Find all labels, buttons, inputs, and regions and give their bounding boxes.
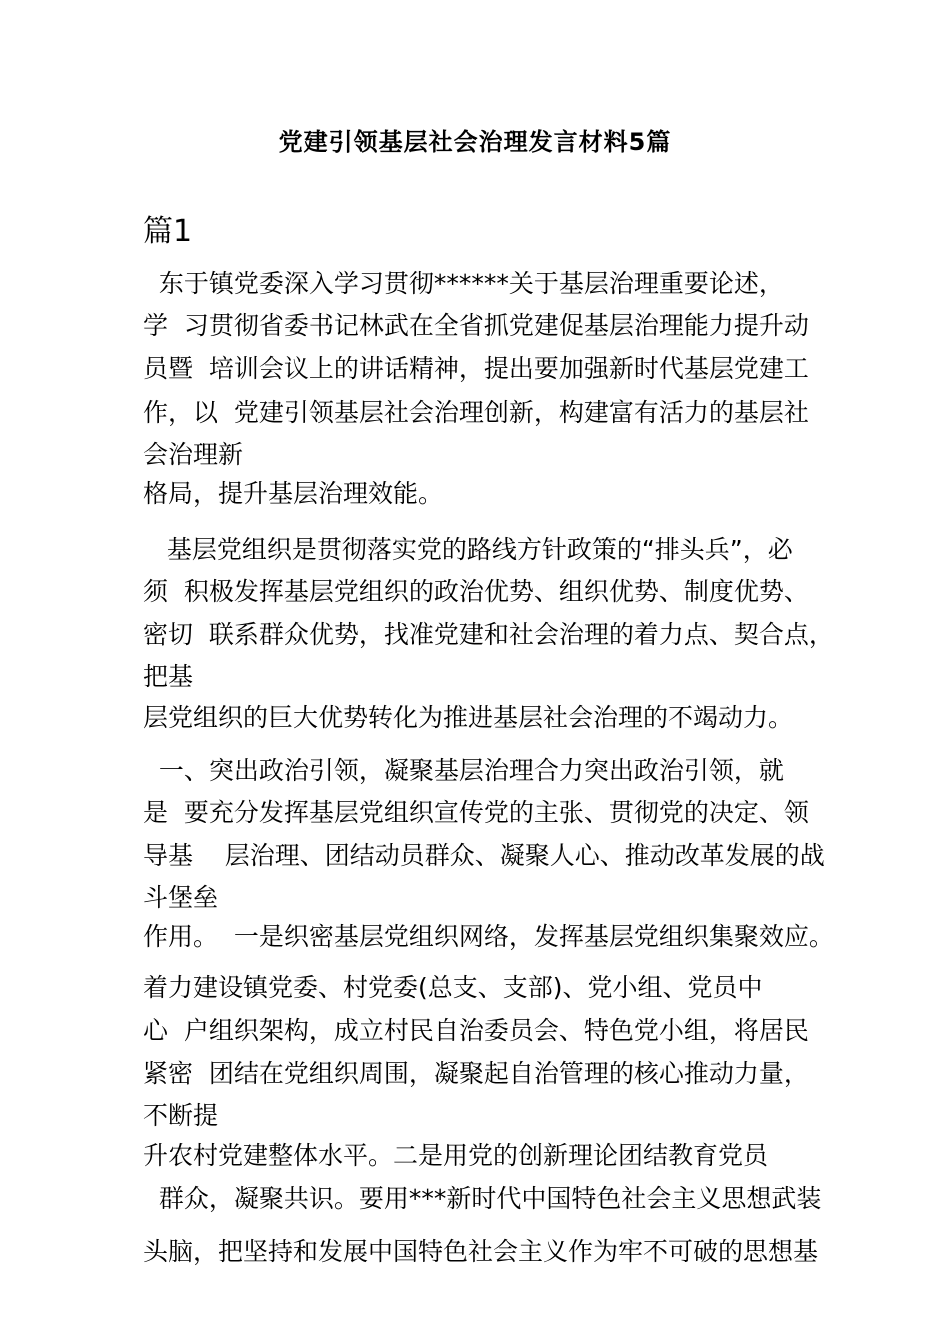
body-line: 格局，提升基层治理效能。 [143, 479, 444, 508]
body-line: 群众，凝聚共识。要用***新时代中国特色社会主义思想武装 [143, 1184, 822, 1213]
body-line: 密切 联系群众优势，找准党建和社会治理的着力点、契合点， [143, 620, 834, 649]
body-line: 不断提 [143, 1101, 219, 1130]
document-title: 党建引领基层社会治理发言材料5篇 [278, 128, 672, 156]
body-line: 是 要充分发挥基层党组织宣传党的主张、贯彻党的决定、领 [143, 798, 809, 827]
body-line: 基层党组织是贯彻落实党的路线方针政策的“排头兵”，必 [143, 535, 793, 564]
body-line: 心 户组织架构，成立村民自治委员会、特色党小组，将居民 [143, 1016, 809, 1045]
body-line: 学 习贯彻省委书记林武在全省抓党建促基层治理能力提升动 [143, 311, 809, 340]
body-line: 作，以 党建引领基层社会治理创新，构建富有活力的基层社 [143, 398, 809, 427]
body-line: 作用。 一是织密基层党组织网络，发挥基层党组织集聚效应。 [143, 922, 834, 951]
body-line: 斗堡垒 [143, 883, 219, 912]
body-line: 导基 层治理、团结动员群众、凝聚人心、推动改革发展的战 [143, 841, 825, 870]
body-line: 头脑，把坚持和发展中国特色社会主义作为牢不可破的思想基 [143, 1237, 819, 1266]
section-heading: 篇1 [143, 214, 193, 249]
body-line: 须 积极发挥基层党组织的政治优势、组织优势、制度优势、 [143, 577, 809, 606]
body-line: 升农村党建整体水平。二是用党的创新理论团结教育党员 [143, 1141, 769, 1170]
body-line: 东于镇党委深入学习贯彻******关于基层治理重要论述， [143, 269, 784, 298]
body-line: 员暨 培训会议上的讲话精神，提出要加强新时代基层党建工 [143, 354, 809, 383]
body-line: 紧密 团结在党组织周围，凝聚起自治管理的核心推动力量， [143, 1059, 809, 1088]
body-line: 会治理新 [143, 440, 244, 469]
body-line: 把基 [143, 662, 194, 691]
body-line: 一、突出政治引领，凝聚基层治理合力突出政治引领，就 [143, 756, 784, 785]
body-line: 着力建设镇党委、村党委(总支、支部)、党小组、党员中 [143, 973, 763, 1002]
body-line: 层党组织的巨大优势转化为推进基层社会治理的不竭动力。 [143, 703, 794, 732]
